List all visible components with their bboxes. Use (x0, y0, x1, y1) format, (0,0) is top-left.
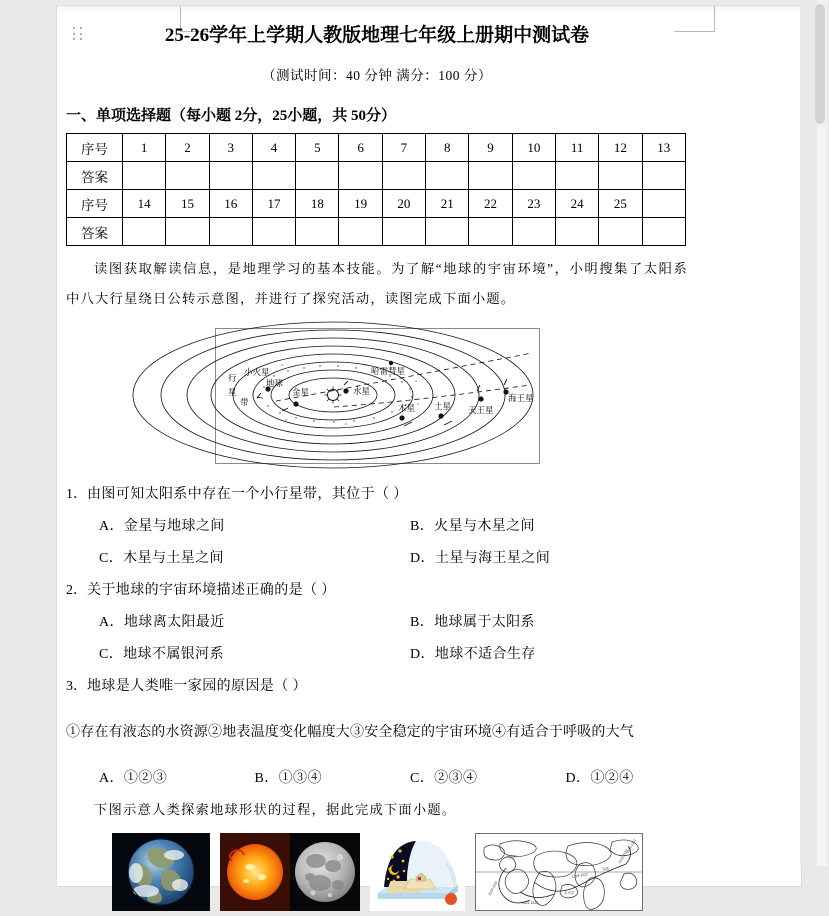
cell-answer[interactable] (469, 218, 512, 246)
cell-number: 19 (339, 190, 382, 218)
cell-answer[interactable] (382, 162, 425, 190)
svg-text:赤道: 赤道 (601, 867, 609, 871)
option-c[interactable]: C．木星与土星之间 (99, 551, 224, 566)
cell-answer[interactable] (166, 218, 209, 246)
svg-text:1519-1522: 1519-1522 (616, 848, 629, 865)
question-block-3 (66, 671, 688, 795)
cell-answer[interactable] (296, 218, 339, 246)
cell-answer[interactable] (123, 218, 166, 246)
comet-dot (388, 361, 392, 365)
cell-answer[interactable] (555, 218, 598, 246)
solar-system-diagram-svg (216, 329, 539, 463)
cell-answer[interactable] (209, 218, 252, 246)
cell-answer[interactable] (252, 218, 295, 246)
sun-moon-photo (220, 833, 360, 911)
cell-number: 4 (252, 134, 295, 162)
cell-number: 20 (382, 190, 425, 218)
question-1-options-row-2 (66, 543, 688, 575)
label-saturn: 土星 (433, 401, 451, 411)
figure-solar-system (215, 328, 540, 464)
cell-number: 3 (209, 134, 252, 162)
cell-number: 5 (296, 134, 339, 162)
svg-text:1519-1522: 1519-1522 (486, 880, 498, 897)
question-block-1 (66, 479, 688, 575)
cell-answer[interactable] (166, 162, 209, 190)
cell-answer[interactable] (209, 162, 252, 190)
label-belt-1: 行 (227, 373, 237, 383)
label-venus: 金星 (291, 387, 309, 397)
option-a[interactable]: A．地球离太阳最近 (99, 615, 225, 630)
option-c[interactable]: C．地球不属银河系 (99, 647, 224, 662)
label-neptune: 海王星 (507, 393, 534, 403)
answer-sheet-table (66, 133, 686, 246)
label-mercury: 水星 (352, 386, 370, 396)
cell-number: 2 (166, 134, 209, 162)
question-1-options-row-1 (66, 511, 688, 543)
label-belt-2: 星 (227, 387, 237, 397)
question-2-text: 2．关于地球的宇宙环境描述正确的是（ ） (66, 583, 336, 598)
cell-number: 9 (469, 134, 512, 162)
cell-number: 23 (512, 190, 555, 218)
question-3-text: 3．地球是人类唯一家园的原因是（ ） (66, 679, 307, 694)
cell-number: 14 (123, 190, 166, 218)
row-label-number: 序号 (67, 190, 123, 218)
label-earth: 地球 (265, 378, 283, 388)
document-content (66, 8, 688, 911)
question-3-subitems: ①存在有液态的水资源②地表温度变化幅度大③安全稳定的宇宙环境④有适合于呼吸的大气 (66, 725, 634, 740)
table-row (67, 134, 686, 162)
table-row (67, 218, 686, 246)
cell-number: 18 (296, 190, 339, 218)
figure-solar-system-wrap (66, 328, 688, 469)
earth-photo (112, 833, 210, 911)
label-jupiter: 木星 (397, 403, 415, 413)
cell-answer[interactable] (339, 218, 382, 246)
cell-number: 1 (123, 134, 166, 162)
question-1-text: 1．由图可知太阳系中存在一个小行星带，其位于（ ） (66, 487, 408, 502)
option-b[interactable]: B．火星与木星之间 (410, 519, 535, 534)
cell-answer[interactable] (642, 162, 685, 190)
planet-venus-dot (293, 401, 298, 406)
sun-glyph (324, 387, 341, 404)
row-label-answer: 答案 (67, 218, 123, 246)
cell-answer[interactable] (339, 162, 382, 190)
vertical-scrollbar-track[interactable] (817, 0, 827, 866)
question-3-number: 3． (66, 679, 87, 694)
cell-answer[interactable] (123, 162, 166, 190)
cell-number: 17 (252, 190, 295, 218)
question-2-options-row-2 (66, 639, 688, 671)
svg-text:1519-1522: 1519-1522 (570, 872, 588, 879)
label-belt-3: 带 (239, 397, 249, 407)
option-a[interactable]: A．金星与地球之间 (99, 519, 225, 534)
cell-answer[interactable] (642, 218, 685, 246)
cell-number: 15 (166, 190, 209, 218)
cell-answer[interactable] (426, 162, 469, 190)
cell-answer[interactable] (512, 162, 555, 190)
question-stem-2: 下图示意人类探索地球形状的过程，据此完成下面小题。 (94, 802, 457, 817)
option-c[interactable]: C．②③④ (410, 771, 478, 786)
cell-number: 25 (599, 190, 642, 218)
planet-uranus-dot (478, 396, 483, 401)
option-b[interactable]: B．①③④ (254, 771, 322, 786)
left-gutter (0, 0, 57, 866)
cell-number: 6 (339, 134, 382, 162)
option-d[interactable]: D．土星与海王星之间 (410, 551, 551, 566)
table-row (67, 190, 686, 218)
section-heading: 一、单项选择题（每小题 2分，25小题，共 50分） (66, 108, 397, 124)
cell-number: 10 (512, 134, 555, 162)
cell-number (642, 190, 685, 218)
question-block-2 (66, 575, 688, 671)
planet-jupiter-dot (399, 415, 404, 420)
cell-number: 24 (555, 190, 598, 218)
page-subtitle: （测试时间：40 分钟 满分：100 分） (262, 68, 492, 83)
label-mars: 小火星 (243, 367, 270, 377)
cell-answer[interactable] (382, 218, 425, 246)
cell-answer[interactable] (296, 162, 339, 190)
picture-strip (66, 833, 688, 911)
label-halley: 哈雷彗星 (370, 366, 405, 376)
option-b[interactable]: B．地球属于太阳系 (410, 615, 535, 630)
question-3-options-row (66, 763, 688, 795)
cell-answer[interactable] (512, 218, 555, 246)
cell-number: 21 (426, 190, 469, 218)
cell-number: 12 (599, 134, 642, 162)
planet-mercury-dot (343, 388, 348, 393)
option-d[interactable]: D．①②④ (565, 771, 634, 786)
cell-answer[interactable] (599, 218, 642, 246)
cell-number: 22 (469, 190, 512, 218)
svg-text:太平洋: 太平洋 (563, 891, 574, 895)
label-uranus: 天王星 (467, 405, 494, 415)
row-label-answer: 答案 (67, 162, 123, 190)
cell-answer[interactable] (555, 162, 598, 190)
cell-answer[interactable] (252, 162, 295, 190)
right-gutter (800, 0, 829, 866)
svg-text:大西洋: 大西洋 (505, 855, 516, 859)
table-row (67, 162, 686, 190)
cell-answer[interactable] (469, 162, 512, 190)
vertical-scrollbar-thumb[interactable] (815, 4, 825, 124)
svg-text:1521-1522: 1521-1522 (521, 901, 538, 905)
cell-number: 8 (426, 134, 469, 162)
question-1-number: 1． (66, 487, 87, 502)
cell-number: 11 (555, 134, 598, 162)
option-a[interactable]: A．①②③ (99, 771, 168, 786)
cell-answer[interactable] (426, 218, 469, 246)
cell-answer[interactable] (599, 162, 642, 190)
question-2-options-row-1 (66, 607, 688, 639)
row-label-number: 序号 (67, 134, 123, 162)
cell-number: 13 (642, 134, 685, 162)
option-d[interactable]: D．地球不适合生存 (410, 647, 536, 662)
page-title: 25-26学年上学期人教版地理七年级上册期中测试卷 (164, 25, 590, 46)
question-stem-1: 读图获取解读信息，是地理学习的基本技能。为了解“地球的宇宙环境”，小明搜集了太阳系中八大行星绕日公转示意图，并进行了探究活动，读图完成下面小题。 (66, 261, 688, 306)
question-2-number: 2． (66, 583, 87, 598)
planet-saturn-dot (438, 413, 443, 418)
cell-number: 7 (382, 134, 425, 162)
magellan-voyage-map (475, 833, 643, 911)
round-sky-square-earth-illustration (370, 833, 465, 911)
cell-number: 16 (209, 190, 252, 218)
svg-text:1519-1522: 1519-1522 (624, 838, 637, 855)
